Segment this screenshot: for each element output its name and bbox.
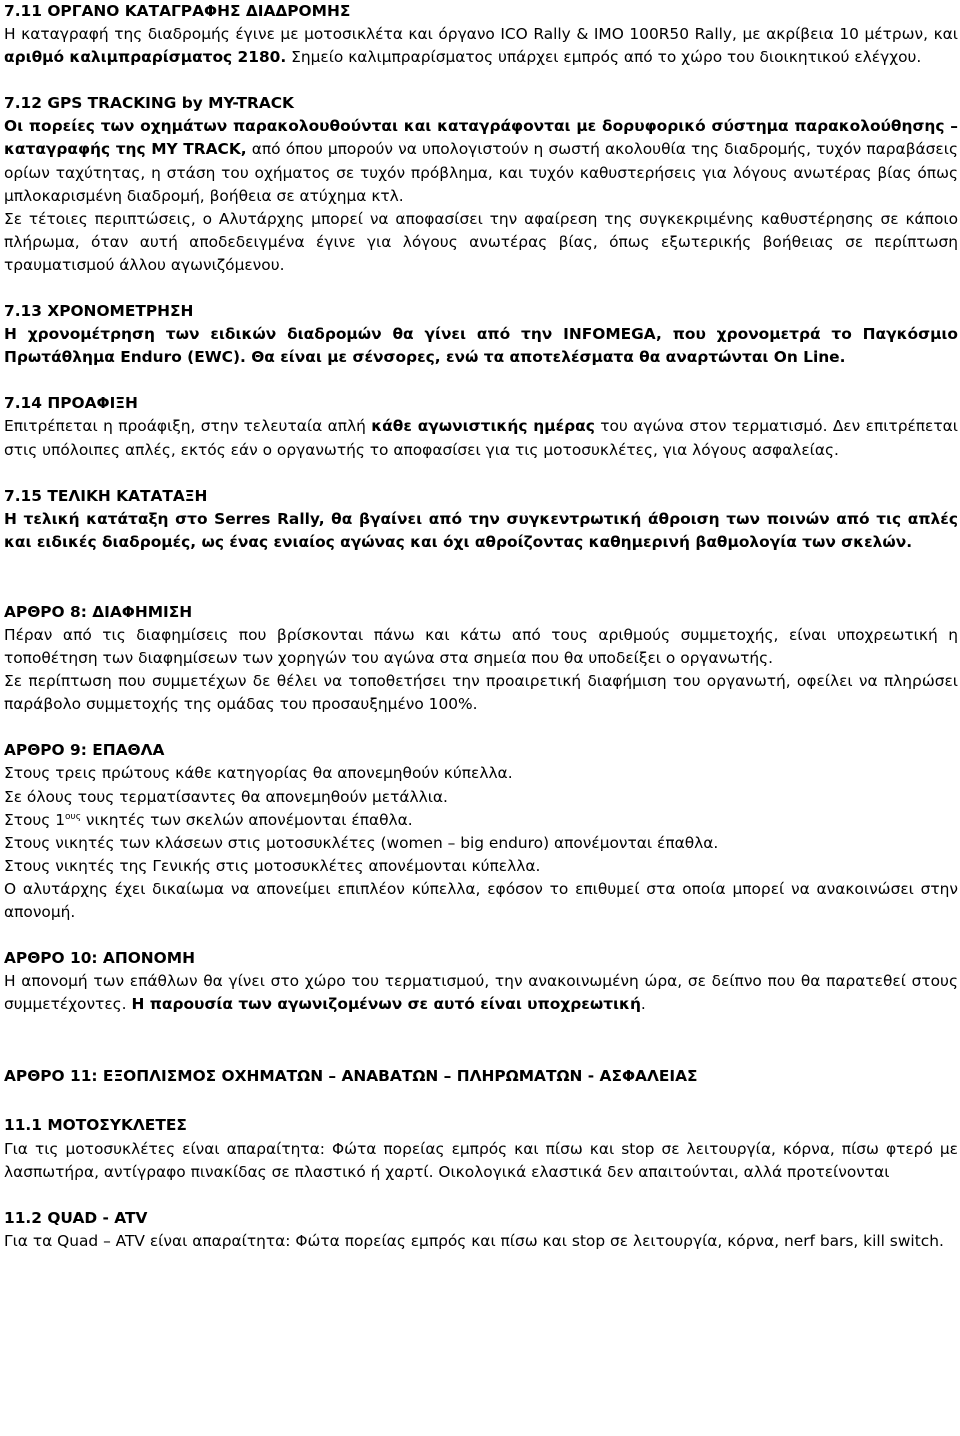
- section-7-11-heading: 7.11 ΟΡΓΑΝΟ ΚΑΤΑΓΡΑΦΗΣ ΔΙΑΔΡΟΜΗΣ: [4, 2, 351, 20]
- text-run: Η καταγραφή της διαδρομής έγινε με μοτοσικλέτα και όργανο ICO Rally & IMO 100R50 Rally, με ακρίβεια 10 μέτρων, και: [4, 25, 958, 44]
- section-11-2-paragraph: Για τα Quad – ATV είναι απαραίτητα: Φώτα πορείας εμπρός και πίσω και stop σε λειτουργία, κόρνα, nerf bars, kill switch.: [4, 1231, 944, 1250]
- text-run: .: [640, 995, 646, 1014]
- section-7-13-paragraph: Η χρονομέτρηση των ειδικών διαδρομών θα γίνει από την INFOMEGA, που χρονομετρά το Παγκόσμιο Πρωτάθλημα Enduro (EWC). Θα είναι με σένσορες, ενώ τα αποτελέσματα θα αναρτώνται On Line.: [4, 325, 958, 367]
- article-9-line-1: Στους τρεις πρώτους κάθε κατηγορίας θα απονεμηθούν κύπελλα.: [4, 764, 513, 783]
- bold-text-run: αριθμό καλιμπραρίσματος 2180.: [4, 48, 287, 67]
- spacer: [4, 716, 958, 739]
- text-run: Η απονομή των επάθλων θα γίνει στο χώρο του τερματισμού, την ανακοινωμένη ώρα, σε δείπνο που θα παρατεθεί στους συμμετέχοντες.: [4, 972, 958, 1014]
- spacer: [4, 277, 958, 300]
- section-7-14-heading: 7.14 ΠΡΟΑΦΙΞΗ: [4, 394, 138, 413]
- article-10-heading: ΑΡΘΡΟ 10: ΑΠΟΝΟΜΗ: [4, 949, 195, 968]
- section-7-14-paragraph: [4, 415, 958, 461]
- text-run: νικητές των σκελών απονέμονται έπαθλα.: [81, 810, 413, 829]
- article-9-line-3: [4, 809, 958, 832]
- article-9-line-6: Ο αλυτάρχης έχει δικαίωμα να απονείμει επιπλέον κύπελλα, εφόσον το επιθυμεί στα οποία μπορεί να ανακοινώσει στην απονομή.: [4, 879, 958, 921]
- article-8-heading: ΑΡΘΡΟ 8: ΔΙΑΦΗΜΙΣΗ: [4, 602, 193, 621]
- text-run: Επιτρέπεται η προάφιξη, στην τελευταία απλή: [4, 417, 372, 436]
- section-11-2-heading: 11.2 QUAD - ATV: [4, 1208, 148, 1227]
- spacer: [4, 1184, 958, 1207]
- section-7-12-paragraph: [4, 115, 958, 207]
- section-11-1-heading: 11.1 ΜΟΤΟΣΥΚΛΕΤΕΣ: [4, 1116, 187, 1135]
- article-9-line-5: Στους νικητές της Γενικής στις μοτοσυκλέτες απονέμονται κύπελλα.: [4, 856, 541, 875]
- superscript: ους: [65, 811, 82, 822]
- spacer: [4, 554, 958, 601]
- section-7-12-paragraph-2: Σε τέτοιες περιπτώσεις, ο Αλυτάρχης μπορεί να αποφασίσει την αφαίρεση της συγκεκριμένης καθυστέρησης σε κάποιο πλήρωμα, όταν αυτή αποδεδειγμένα έγινε για λόγους ανωτέρας βίας, όπως εξωτερικής βοήθειας σε περίπτωση τραυματισμού άλλου αγωνιζόμενου.: [4, 209, 958, 274]
- section-7-15-paragraph: Η τελική κατάταξη στο Serres Rally, θα βγαίνει από την συγκεντρωτική άθροιση των ποινών από τις απλές και ειδικές διαδρομές, ως ένας ενιαίος αγώνας και όχι αθροίζοντας καθημερινή βαθμολογία των σκελών.: [4, 509, 958, 551]
- article-8-paragraph-1: Πέραν από τις διαφημίσεις που βρίσκονται πάνω και κάτω από τους αριθμούς συμμετοχής, είναι υποχρεωτική η τοποθέτηση των διαφημίσεων των χορηγών του αγώνα στα σημεία που θα υποδείξει ο οργανωτής.: [4, 625, 958, 668]
- text-run: Σημείο καλιμπραρίσματος υπάρχει εμπρός από το χώρο του διοικητικού ελέγχου.: [286, 48, 922, 67]
- section-7-13-heading: 7.13 ΧΡΟΝΟΜΕΤΡΗΣΗ: [4, 302, 194, 321]
- article-9-heading: ΑΡΘΡΟ 9: ΕΠΑΘΛΑ: [4, 741, 165, 760]
- section-7-12-heading: 7.12 GPS TRACKING by MY-TRACK: [4, 94, 294, 113]
- text-run: Στους 1: [4, 810, 66, 829]
- article-11-heading: ΑΡΘΡΟ 11: ΕΞΟΠΛΙΣΜΟΣ ΟΧΗΜΑΤΩΝ – ΑΝΑΒΑΤΩΝ – ΠΛΗΡΩΜΑΤΩΝ - ΑΣΦΑΛΕΙΑΣ: [4, 1067, 698, 1086]
- spacer: [4, 924, 958, 947]
- spacer: [4, 462, 958, 485]
- bold-text-run: κάθε αγωνιστικής ημέρας: [371, 417, 595, 436]
- text-run: από όπου μπορούν να υπολογιστούν η σωστή ακολουθία της διαδρομής, τυχόν παραβάσεις ορίων ταχύτητας, η στάση του οχήματος σε τυχόν πρόβλημα, και τυχόν καθυστερήσεις για λόγους ανωτέρας βίας όπως μπλοκαρισμένη διαδρομή, βοήθεια σε ατύχημα κτλ.: [4, 140, 958, 205]
- document-page: [4, 0, 958, 1253]
- section-7-11-paragraph: [4, 23, 958, 69]
- article-9-line-2: Σε όλους τους τερματίσαντες θα απονεμηθούν μετάλλια.: [4, 787, 448, 806]
- spacer: [4, 69, 958, 92]
- section-7-15-heading: 7.15 ΤΕΛΙΚΗ ΚΑΤΑΤΑΞΗ: [4, 486, 208, 505]
- text-run: του αγώνα στον τερματισμό. Δεν επιτρέπεται στις υπόλοιπες απλές, εκτός εάν ο οργανωτής το αποφασίσει για τις μοτοσυκλέτες, για λόγους ασφαλείας.: [4, 417, 958, 459]
- bold-text-run: Οι πορείες των οχημάτων παρακολουθούνται και καταγράφονται με δορυφορικό σύστημα παρακολούθησης – καταγραφής της MY TRACK,: [4, 117, 958, 159]
- article-10-paragraph: [4, 970, 958, 1016]
- section-11-1-paragraph: Για τις μοτοσυκλέτες είναι απαραίτητα: Φώτα πορείας εμπρός και πίσω και stop σε λειτουργία, κόρνα, πίσω φτερό με λασπωτήρα, αντίγραφο πινακίδας σε πλαστικό ή χαρτί. Οικολογικά ελαστικά δεν απαιτούνται, αλλά προτείνονται: [4, 1139, 958, 1181]
- spacer: [4, 369, 958, 392]
- bold-text-run: Η παρουσία των αγωνιζομένων σε αυτό είναι υποχρεωτική: [131, 995, 641, 1014]
- article-8-paragraph-2: Σε περίπτωση που συμμετέχων δε θέλει να τοποθετήσει την προαιρετική διαφήμιση του οργανωτή, οφείλει να πληρώσει παράβολο συμμετοχής της ομάδας του προσαυξημένο 100%.: [4, 672, 958, 714]
- spacer: [4, 1088, 958, 1114]
- spacer: [4, 1016, 958, 1065]
- article-9-line-4: Στους νικητές των κλάσεων στις μοτοσυκλέτες (women – big enduro) απονέμονται έπαθλα.: [4, 833, 719, 852]
